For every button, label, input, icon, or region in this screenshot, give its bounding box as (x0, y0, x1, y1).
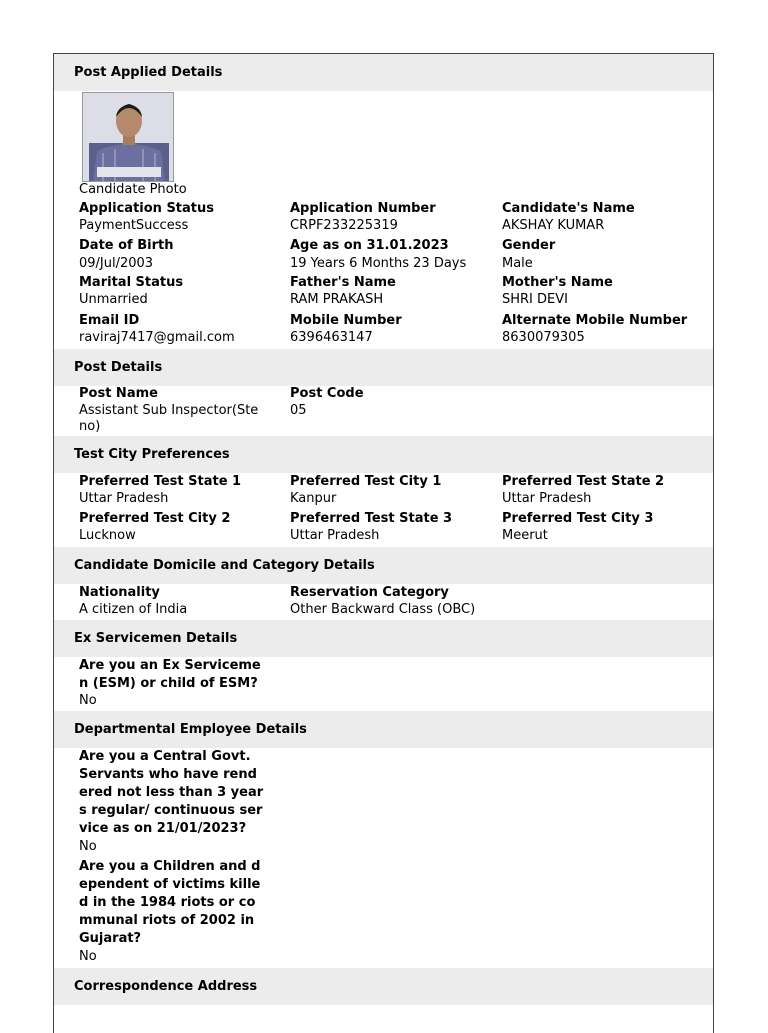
test-state-1-value: Uttar Pradesh (79, 491, 169, 506)
mother-name-label: Mother's Name (502, 275, 613, 290)
application-form (53, 53, 714, 1033)
father-name-label: Father's Name (290, 275, 396, 290)
email-label: Email ID (79, 313, 140, 328)
post-name-value: Assistant Sub Inspector(Steno) (79, 403, 259, 434)
test-state-1-label: Preferred Test State 1 (79, 474, 242, 489)
post-code-label: Post Code (290, 386, 364, 401)
section-post-details: Post Details (54, 349, 713, 386)
riots-victims-answer: No (79, 949, 97, 964)
test-state-2-value: Uttar Pradesh (502, 491, 592, 506)
application-status-value: PaymentSuccess (79, 218, 189, 233)
age-label: Age as on 31.01.2023 (290, 238, 449, 253)
marital-status-value: Unmarried (79, 292, 148, 307)
esm-answer: No (79, 693, 97, 708)
gender-value: Male (502, 256, 533, 271)
candidate-photo (82, 92, 174, 182)
mother-name-value: SHRI DEVI (502, 292, 568, 307)
section-correspondence-address: Correspondence Address (54, 968, 713, 1005)
reservation-category-label: Reservation Category (290, 585, 449, 600)
test-city-2-label: Preferred Test City 2 (79, 511, 231, 526)
application-status-label: Application Status (79, 201, 215, 216)
nationality-value: A citizen of India (79, 602, 188, 617)
test-city-1-label: Preferred Test City 1 (290, 474, 442, 489)
dob-label: Date of Birth (79, 238, 174, 253)
section-post-applied-details: Post Applied Details (54, 54, 713, 91)
test-state-2-label: Preferred Test State 2 (502, 474, 665, 489)
gender-label: Gender (502, 238, 556, 253)
email-value: raviraj7417@gmail.com (79, 330, 235, 345)
riots-victims-question: Are you a Children and dependent of victims killed in the 1984 riots or communal riots of 2002 in Gujarat? (79, 859, 261, 946)
section-test-city-preferences: Test City Preferences (54, 436, 713, 473)
dob-value: 09/Jul/2003 (79, 256, 154, 271)
section-ex-servicemen: Ex Servicemen Details (54, 620, 713, 657)
application-number-value: CRPF233225319 (290, 218, 398, 233)
test-city-2-value: Lucknow (79, 528, 136, 543)
candidate-name-label: Candidate's Name (502, 201, 635, 216)
post-name-label: Post Name (79, 386, 158, 401)
section-domicile-category: Candidate Domicile and Category Details (54, 547, 713, 584)
application-number-label: Application Number (290, 201, 436, 216)
central-govt-answer: No (79, 839, 97, 854)
nationality-label: Nationality (79, 585, 160, 600)
mobile-label: Mobile Number (290, 313, 402, 328)
photo-caption: Candidate Photo (79, 182, 187, 197)
central-govt-question: Are you a Central Govt. Servants who have rendered not less than 3 years regular/ continuous service as on 21/01/2023? (79, 749, 264, 836)
section-departmental-employee: Departmental Employee Details (54, 711, 713, 748)
mobile-value: 6396463147 (290, 330, 373, 345)
test-city-1-value: Kanpur (290, 491, 337, 506)
age-value: 19 Years 6 Months 23 Days (290, 256, 467, 271)
post-code-value: 05 (290, 403, 307, 418)
test-city-3-value: Meerut (502, 528, 548, 543)
reservation-category-value: Other Backward Class (OBC) (290, 602, 476, 617)
esm-question: Are you an Ex Servicemen (ESM) or child of ESM? (79, 658, 261, 691)
test-city-3-label: Preferred Test City 3 (502, 511, 654, 526)
alt-mobile-label: Alternate Mobile Number (502, 313, 688, 328)
test-state-3-value: Uttar Pradesh (290, 528, 380, 543)
candidate-name-value: AKSHAY KUMAR (502, 218, 605, 233)
marital-status-label: Marital Status (79, 275, 184, 290)
father-name-value: RAM PRAKASH (290, 292, 384, 307)
alt-mobile-value: 8630079305 (502, 330, 585, 345)
test-state-3-label: Preferred Test State 3 (290, 511, 453, 526)
